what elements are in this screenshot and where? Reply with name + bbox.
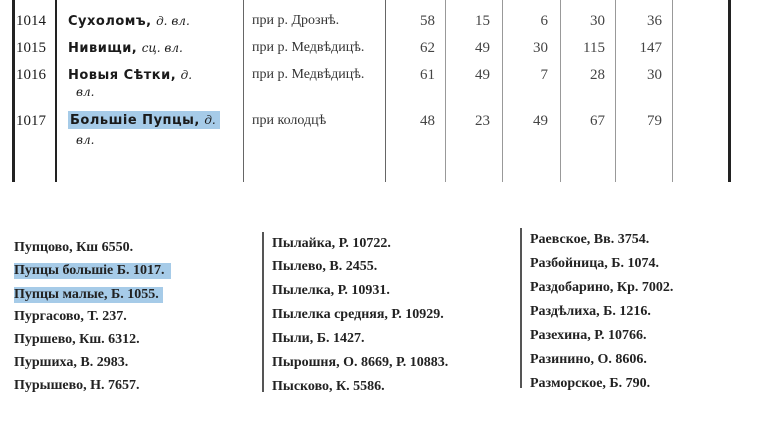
row-number: 1016 [16,67,46,83]
index-entry: Пупцово, Кш 6550. [14,240,134,255]
index-divider [262,232,264,392]
table-right-border [728,0,731,182]
settlement-type-continued: вл. [76,85,95,99]
table-divider [560,0,561,182]
value-cell: 49 [475,40,490,56]
index-entry: Пылелка, Р. 10931. [272,283,390,298]
index-entry: Раздѣлиха, Б. 1216. [530,304,651,319]
highlighted-index-entry: Пупцы большіе Б. 1017. [14,263,171,279]
value-cell: 115 [583,40,605,56]
location: при колодцѣ [252,113,327,128]
index-entry: Разбойница, Б. 1074. [530,256,660,271]
value-cell: 49 [533,113,548,129]
index-entry: Пуршиха, В. 2983. [14,355,129,370]
index-entry: Пыли, Б. 1427. [272,331,365,346]
table-divider [55,0,57,182]
census-table [0,0,768,182]
value-cell: 67 [590,113,605,129]
settlement-type: д. [180,68,193,82]
index-entry: Раздобарино, Кр. 7002. [530,280,674,295]
value-cell: 15 [475,13,490,29]
index-divider [520,228,522,388]
value-cell: 30 [533,40,548,56]
value-cell: 30 [590,13,605,29]
index-entry: Раевское, Вв. 3754. [530,232,650,247]
table-left-border [12,0,15,182]
value-cell: 30 [647,67,662,83]
value-cell: 147 [639,40,662,56]
table-divider [502,0,503,182]
index-entry: Пылелка средняя, Р. 10929. [272,307,444,322]
value-cell: 48 [420,113,435,129]
location: при р. Дрознѣ. [252,13,340,28]
index-entry: Разехина, Р. 10766. [530,328,647,343]
highlighted-index-entry: Пупцы малые, Б. 1055. [14,287,163,303]
value-cell: 58 [420,13,435,29]
value-cell: 62 [420,40,435,56]
value-cell: 28 [590,67,605,83]
value-cell: 7 [540,67,548,83]
value-cell: 49 [475,67,490,83]
settlement-name-text: Нивищи, [68,41,138,56]
settlement-type: д. [204,113,216,127]
value-cell: 36 [647,13,662,29]
index-entry: Пурышево, Н. 7657. [14,378,140,393]
settlement-type: д. вл. [156,14,190,28]
table-divider [445,0,446,182]
settlement-name-text: Большіе Пупцы, [70,113,200,128]
settlement-name [68,40,183,56]
value-cell: 23 [475,113,490,129]
location: при р. Медвѣдицѣ. [252,67,365,82]
settlement-name-text: Новыя Сѣтки, [68,68,177,83]
value-cell: 6 [540,13,548,29]
location: при р. Медвѣдицѣ. [252,40,365,55]
table-divider [385,0,386,182]
highlighted-settlement-name [68,111,220,129]
index-entry: Пуршево, Кш. 6312. [14,332,140,347]
row-number: 1015 [16,40,46,56]
index-entry: Пылайка, Р. 10722. [272,236,391,251]
value-cell: 61 [420,67,435,83]
row-number: 1014 [16,13,46,29]
index-entry: Разморское, Б. 790. [530,376,651,391]
settlement-name [68,67,192,83]
index-entry: Пылево, В. 2455. [272,259,378,274]
settlement-name [68,13,190,29]
value-cell: 79 [647,113,662,129]
index-entry: Пургасово, Т. 237. [14,309,127,324]
table-divider [243,0,244,182]
settlement-type: сц. вл. [141,41,183,55]
index-entry: Пысково, К. 5586. [272,379,385,394]
table-divider [672,0,673,182]
index-entry: Разинино, О. 8606. [530,352,647,367]
row-number: 1017 [16,113,46,129]
settlement-name-text: Сухоломъ, [68,14,152,29]
table-divider [615,0,616,182]
settlement-type-continued: вл. [76,133,95,147]
index-entry: Пырошня, О. 8669, Р. 10883. [272,355,449,370]
